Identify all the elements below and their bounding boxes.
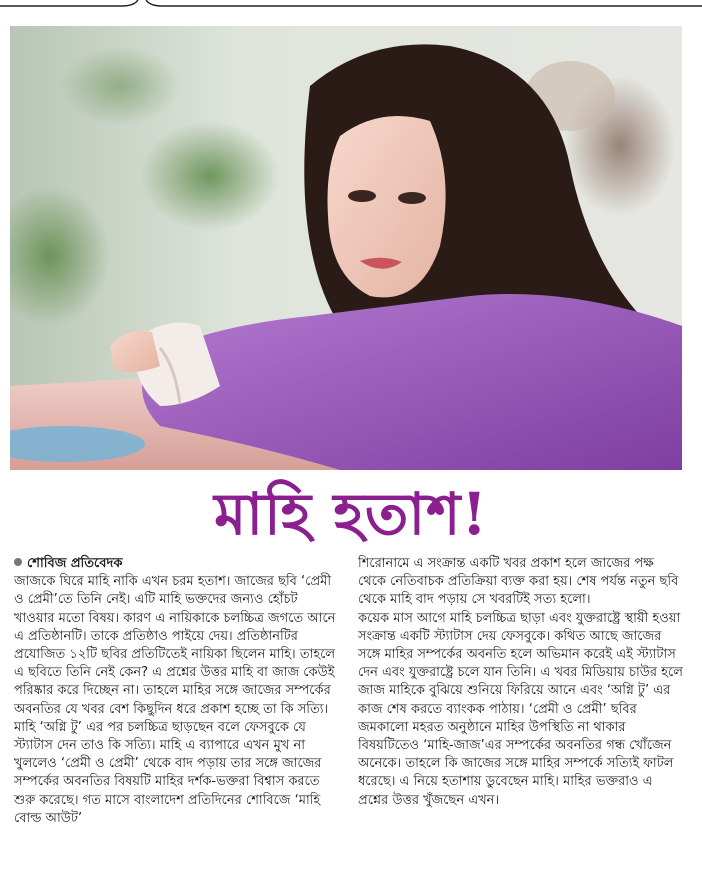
article-column-left <box>14 555 340 828</box>
bullet-icon <box>14 558 22 566</box>
article-paragraph-left: জাজকে ঘিরে মাহি নাকি এখন চরম হতাশ। জাজের ছবি ‘প্রেমী ও প্রেমী’তে তিনি নেই। এটি মাহি ভক্তদের জন্যও হোঁচট খাওয়ার মতো বিষয়। কারণ এ নায়িকাকে চলচ্চিত্র জগতে আনে এ প্রতিষ্ঠানটি। তাকে প্রতিষ্ঠাও পাইয়ে দেয়। প্রতিষ্ঠানটির প্রযোজিত ১২টি ছবির প্রতিটিতেই নায়িকা ছিলেন মাহি। তাহলে এ ছবিতে তিনি নেই কেন? এ প্রশ্নের উত্তর মাহি বা জাজ কেউই পরিষ্কার করে দিচ্ছেন না। তাহলে মাহির সঙ্গে জাজের সম্পর্কের অবনতির যে খবর বেশ কিছুদিন ধরে প্রকাশ হচ্ছে তা কি সত্যি। মাহি ‘অগ্নি টু’ এর পর চলচ্চিত্র ছাড়ছেন বলে ফেসবুকে যে স্ট্যাটাস দেন তাও কি সত্যি। মাহি এ ব্যাপারে এখন মুখ না খুললেও ‘প্রেমী ও প্রেমী’ থেকে বাদ পড়ায় তার সঙ্গে জাজের সম্পর্কের অবনতির বিষয়টি মাহির দর্শক-ভক্তরা বিশ্বাস করতে শুরু করেছে। গত মাসে বাংলাদেশ প্রতিদিনের শোবিজে ‘মাহি বোল্ড আউট’ <box>14 574 336 826</box>
article-headline: মাহি হতাশ! <box>214 480 488 548</box>
article-column-right <box>358 555 684 810</box>
byline <box>14 555 340 573</box>
top-frame-border <box>0 0 702 14</box>
article-paragraph-right-2: কয়েক মাস আগে মাহি চলচ্চিত্র ছাড়া এবং যুক্তরাষ্ট্রে স্থায়ী হওয়া সংক্রান্ত একটি স্ট্যাটাস দেয় ফেসবুকে। কথিত আছে জাজের সঙ্গে মাহির সম্পর্কের অবনতি হলে অভিমান করেই এই স্ট্যাটাস দেন এবং যুক্তরাষ্ট্রে চলে যান তিনি। এ খবর মিডিয়ায় চাউর হলে জাজ মাহিকে বুঝিয়ে শুনিয়ে ফিরিয়ে আনে এবং ‘অগ্নি টু’ এর কাজ শেষ করতে ব্যাংকক পাঠায়। ‘প্রেমী ও প্রেমী’ ছবির জমকালো মহরত অনুষ্ঠানে মাহির উপস্থিতি না থাকার বিষয়টিতেও ‘মাহি-জাজ’এর সম্পর্কের অবনতির গন্ধ খোঁজেন অনেকে। তাহলে কি জাজের সঙ্গে মাহির সম্পর্কে সত্যিই ফাটল ধরেছে। এ নিয়ে হতাশায় ডুবেছেন মাহি। মাহির ভক্তরাও এ প্রশ্নের উত্তর খুঁজছেন এখন। <box>358 610 683 808</box>
byline-text: শোবিজ প্রতিবেদক <box>27 556 123 571</box>
article-paragraph-right-1: শিরোনামে এ সংক্রান্ত একটি খবর প্রকাশ হলে জাজের পক্ষ থেকে নেতিবাচক প্রতিক্রিয়া ব্যক্ত করা হয়। শেষ পর্যন্ত নতুন ছবি থেকে মাহি বাদ পড়ায় সে খবরটিই সত্য হলো। <box>358 556 679 608</box>
article-photo <box>10 26 682 470</box>
